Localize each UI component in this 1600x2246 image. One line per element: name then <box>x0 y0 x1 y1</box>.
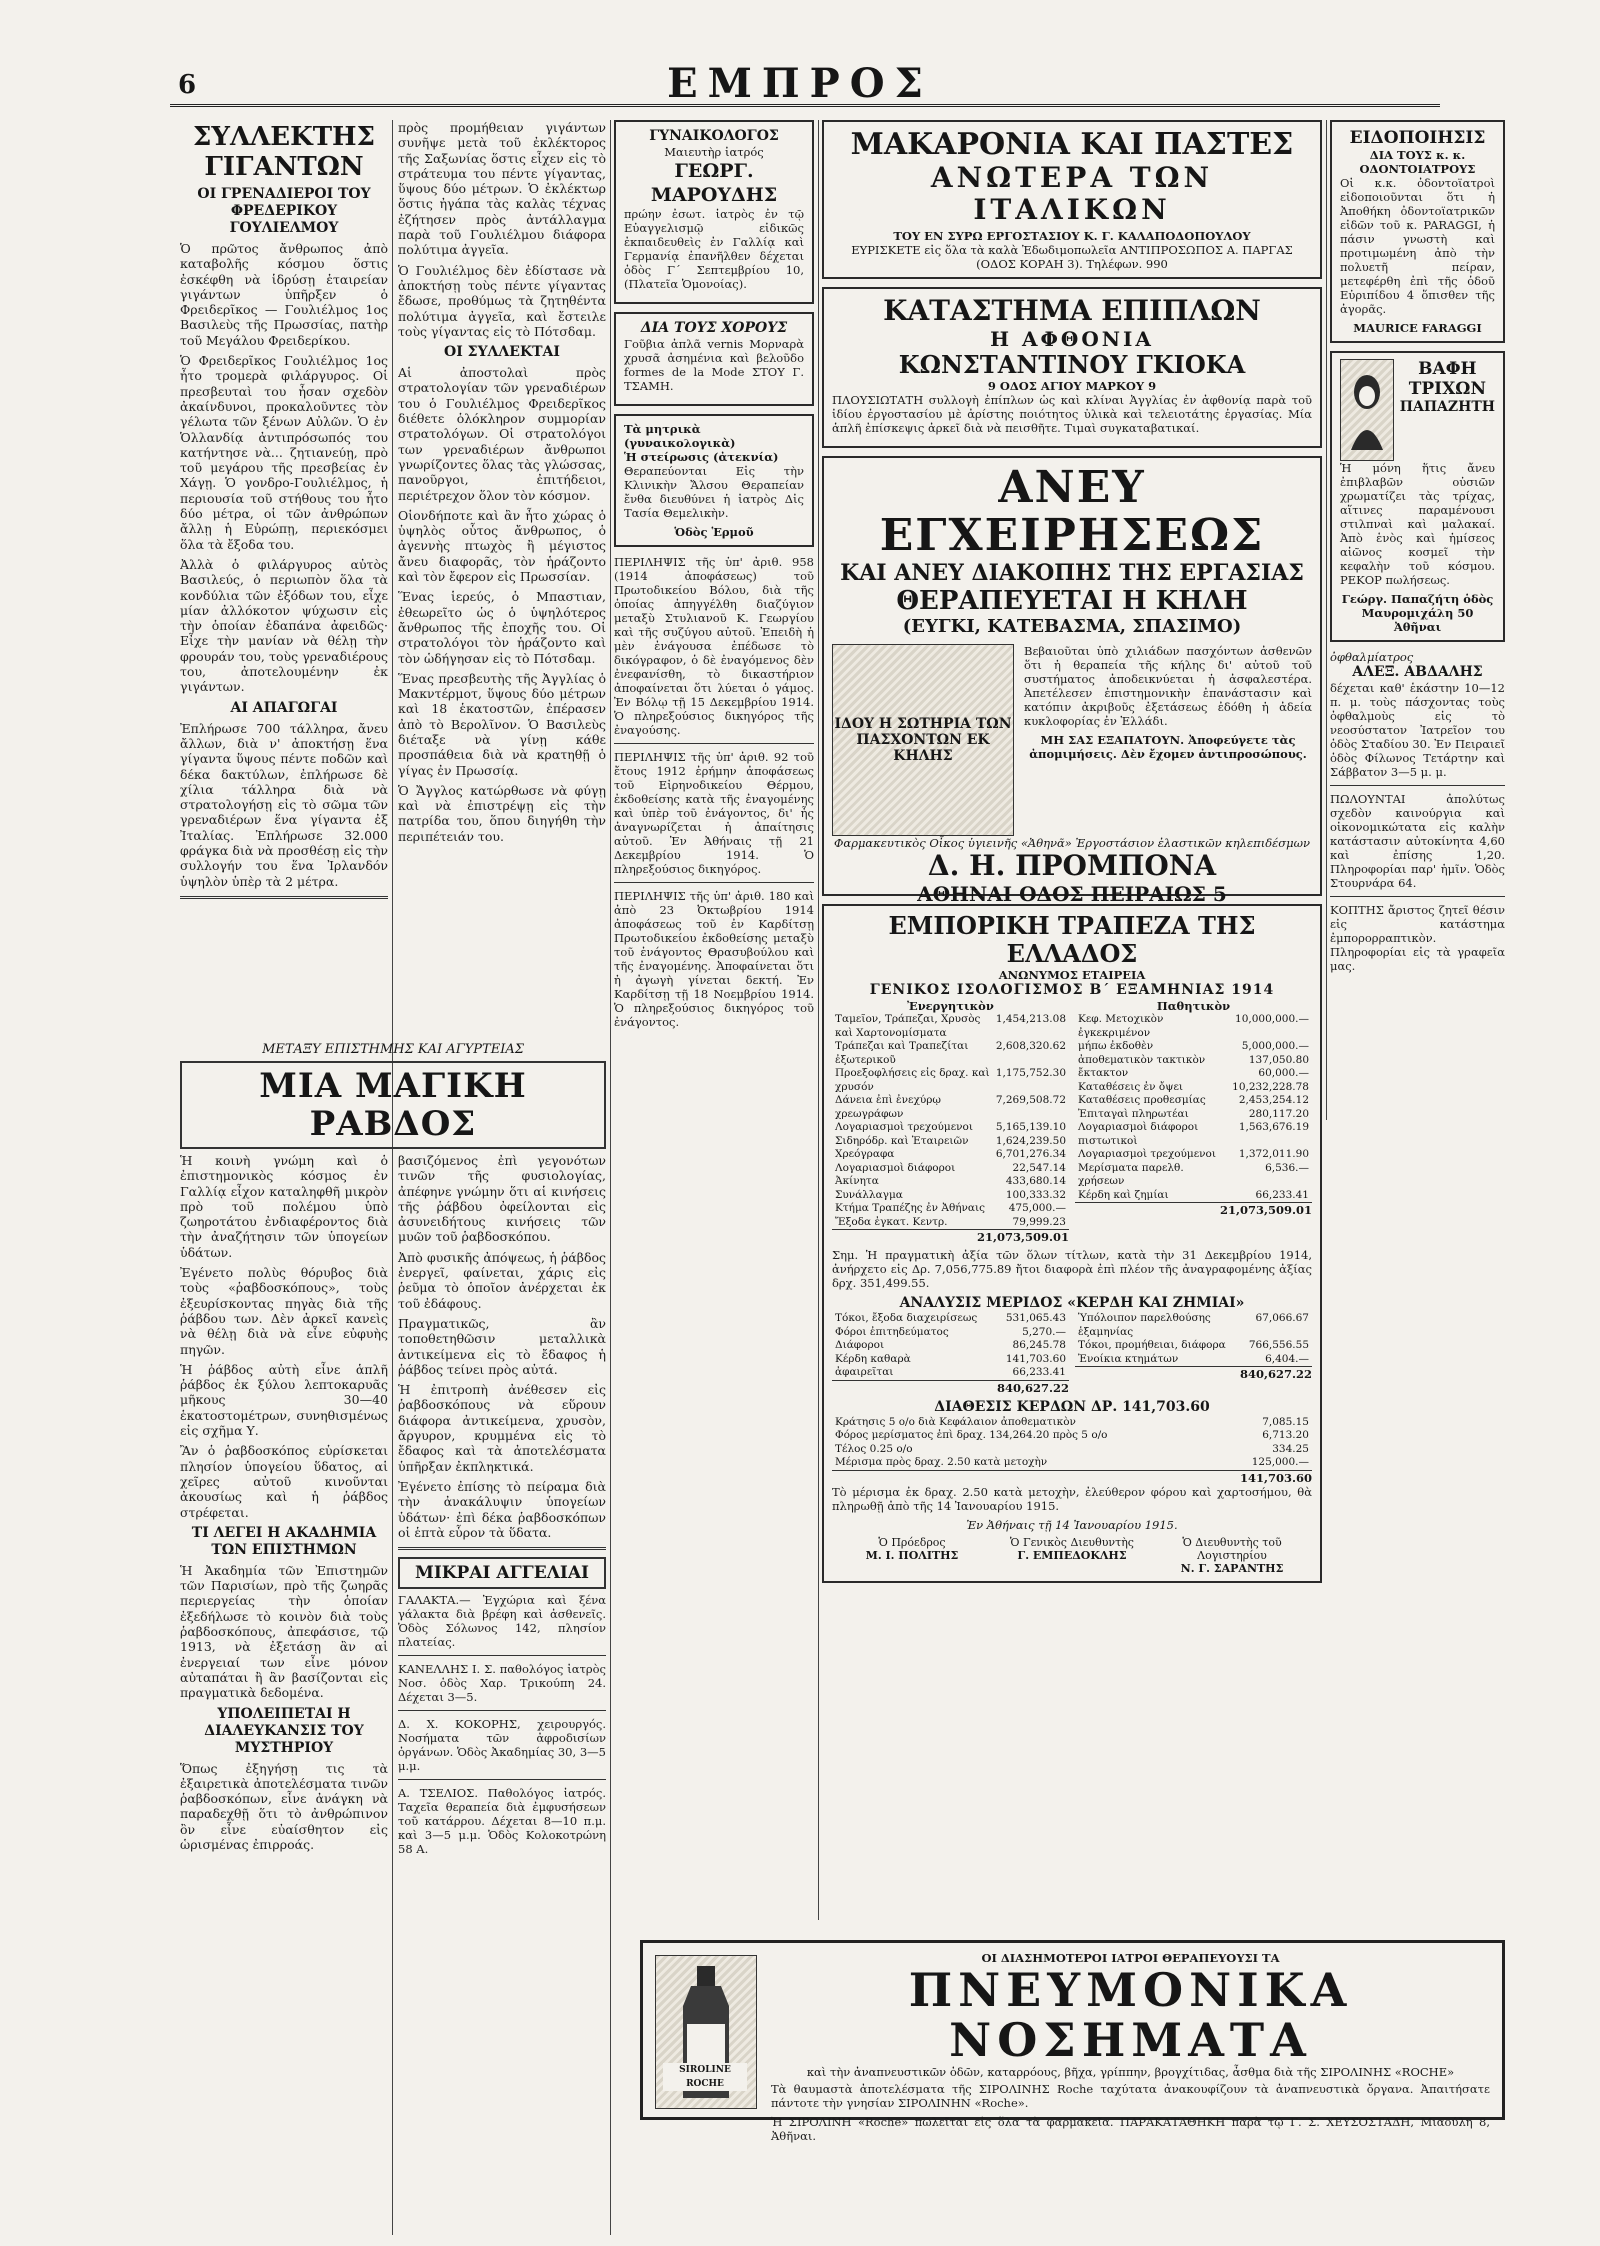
ad-warning: ΜΗ ΣΑΣ ΕΞΑΠΑΤΟΥΝ. Ἀποφεύγετε τὰς ἀπομιμήσεις. Δὲν ἔχομεν ἀντιπροσώπους. <box>1029 733 1307 761</box>
row-label: Τράπεζαι καὶ Τραπεζίται ἐξωτερικοῦ <box>835 1040 969 1066</box>
ad-text: Ἡ μόνη ἥτις ἄνευ ἐπιβλαβῶν οὐσιῶν χρωματίζει τὰς τρίχας, αἵτινες παραμένουσι στιλπναὶ καὶ μαλακαί. Ἀπὸ ἑνὸς καὶ ἡμίσεος αἰῶνος κοσμεῖ τὴν κεφαλὴν τοῦ κόσμου. ΡΕΚΟΡ πωλήσεως. <box>1340 461 1495 587</box>
pl-right-total: 840,627.22 <box>1075 1366 1312 1381</box>
ad-dentist-notice <box>1330 120 1505 343</box>
table-row <box>1075 1054 1312 1068</box>
ad-address: Γεώργ. Παπαζήτη ὁδὸς Μαυρομιχάλη 50 Ἀθῆναι <box>1341 592 1494 634</box>
table-row <box>832 1366 1069 1380</box>
liabilities-table <box>1075 999 1312 1244</box>
row-amount: 7,269,508.72 <box>995 1094 1066 1106</box>
bank-statement <box>822 904 1322 1583</box>
page-number: 6 <box>178 70 197 100</box>
pl-right-table <box>1075 1312 1312 1395</box>
article-paragraph: Ὁ Φρειδερῖκος Γουλιέλμος 1ος ἦτο τρομερὰ φιλάργυρος. Οἱ πρεσβευταὶ του ἦσαν σχεδὸν ἀκαίνδυνοι, προκαλοῦντες τὸν γέλωτα τῶν ξένων Αὐλῶν. Ὁ ἐν Ὁλλανδίᾳ ἀντιπρόσωπός του κατήντησε νὰ... ζητιανεύῃ, πρὸ τοῦ μεγάρου τῆς πρεσβείας ἐν Χάγῃ. Ὁ γονδρο-Γουλιέλμος, ἡ περιουσία τοῦ στήθους του ἦτο δύο μέτρα, οἱ τῶν ἀνθρώπων ἄλλῃ ἡ Εὐρώπῃ, περιεκόσμει ὅλα τὰ ἔξοδα του. <box>180 353 388 552</box>
distribution-total: 141,703.60 <box>832 1470 1312 1485</box>
ad-info: ΕΥΡΙΣΚΕΤΕ εἰς ὅλα τὰ καλὰ Ἐδωδιμοπωλεῖα ΑΝΤΙΠΡΟΣΩΠΟΣ Α. ΠΑΡΓΑΣ (ΟΔΟΣ ΚΟΡΑΗ 3). Τηλέφων. 990 <box>851 243 1293 271</box>
classified-ad: Δ. Χ. ΚΟΚΟΡΗΣ, χειρουργός. Νοσήματα τῶν ἀφροδισίων ὀργάνων. Ὁδὸς Ἀκαδημίας 30, 3—5 μ.μ. <box>398 1717 606 1774</box>
ad-line: Ἡ στείρωσις (ἀτεκνία) <box>624 450 779 464</box>
row-label: Φόροι ἐπιτηδεύματος <box>835 1325 949 1338</box>
ad-dance-shoes <box>614 312 814 406</box>
ad-subheader: Μαιευτὴρ ἰατρός <box>664 145 764 159</box>
table-row <box>832 1094 1069 1121</box>
ad-small-print: Φαρμακευτικὸς Οἶκος ὑγιεινῆς «Ἀθηνᾶ» Ἐργοστάσιον ἐλαστικῶν κηλεπιδέσμων <box>834 836 1310 850</box>
row-label: Ταμεῖον, Τράπεζαι, Χρυσὸς καὶ Χαρτονομίσματα <box>835 1013 981 1039</box>
table-row <box>832 1013 1069 1040</box>
ad-eye-doctor-name: ΑΛΕΞ. ΑΒΔΑΛΗΣ <box>1352 664 1483 680</box>
ad-header: ΓΥΝΑΙΚΟΛΟΓΟΣ <box>649 128 779 144</box>
row-amount: 141,703.60 <box>1005 1352 1066 1365</box>
rubric: ΜΕΤΑΞΥ ΕΠΙΣΤΗΜΗΣ ΚΑΙ ΑΓΥΡΤΕΙΑΣ <box>262 1042 524 1057</box>
article-paragraph: Ἕνας ἱερεύς, ὁ Μπαστιαν, ἐθεωρεῖτο ὡς ὁ ὑψηλότερος ἄνθρωπος τῆς ἐποχῆς του. Οἱ στρατολόγοι τὸν ἡράζοντο καὶ τὸν ὡδήγησαν εἰς τὸ Πότσδαμ. <box>398 589 606 666</box>
separator <box>1330 896 1505 897</box>
table-row <box>832 1175 1069 1189</box>
article-paragraph: Ἕνας πρεσβευτὴς τῆς Ἀγγλίας ὁ Μακντέρμοτ, ὕψους δύο μέτρων καὶ 18 ἑκατοστῶν, ἐπέρασεν ἀπὸ τὸ Βερολῖνον. Ὁ Βασιλεὺς διέταξε νὰ γίνῃ κάθε προσπάθεια διὰ νὰ κρατηθῇ ὁ γίγας ἐν Πρωσσίᾳ. <box>398 670 606 778</box>
pl-left-table <box>832 1312 1069 1395</box>
pl-right-rows <box>1075 1312 1312 1366</box>
row-label: Ὑπόλοιπον παρελθούσης ἑξαμηνίας <box>1078 1312 1211 1338</box>
classified-ad: ΚΑΝΕΛΛΗΣ Ι. Σ. παθολόγος ἰατρὸς Νοσ. ὁδὸς Χαρ. Τρικούπη 24. Δέχεται 3—5. <box>398 1662 606 1705</box>
ad-gynecologist <box>614 120 814 304</box>
masthead-rule <box>170 104 1440 107</box>
table-row <box>832 1121 1069 1135</box>
row-label: Χρεόγραφα <box>835 1148 895 1160</box>
separator <box>180 896 388 899</box>
table-row <box>832 1135 1069 1149</box>
separator <box>1330 785 1505 786</box>
row-amount: 5,270.— <box>1022 1325 1066 1338</box>
row-label: Κτήμα Τραπέζης ἐν Ἀθήναις <box>835 1202 986 1214</box>
liabilities-rows <box>1075 1013 1312 1202</box>
table-row <box>1075 1189 1312 1203</box>
article-title-giants: ΣΥΛΛΕΚΤΗΣ ΓΙΓΑΝΤΩΝ <box>193 122 375 182</box>
row-label: Λογαριασμοὶ τρεχούμενοι <box>1078 1148 1216 1160</box>
ad-top-line: ΟΙ ΔΙΑΣΗΜΟΤΕΡΟΙ ΙΑΤΡΟΙ ΘΕΡΑΠΕΥΟΥΣΙ ΤΑ <box>981 1951 1280 1965</box>
row-amount: 5,000,000.— <box>1241 1040 1309 1052</box>
distribution-title: ΔΙΑΘΕΣΙΣ ΚΕΡΔΩΝ ΔΡ. 141,703.60 <box>934 1398 1210 1415</box>
ad-pasta <box>822 120 1322 279</box>
signature-role: Ὁ Διευθυντὴς τοῦ Λογιστηρίου <box>1182 1535 1282 1562</box>
row-amount: 6,536.— <box>1265 1161 1309 1174</box>
liabilities-total: 21,073,509.01 <box>1075 1202 1312 1217</box>
ad-header: ΔΙΑ ΤΟΥΣ ΧΟΡΟΥΣ <box>640 320 788 336</box>
article-magic-rod <box>180 1040 606 2235</box>
article-paragraph: Ὁ Γουλιέλμος δὲν ἐδίστασε νὰ ἀποκτήσῃ τοὺς πέντε γίγαντας ἔδωσε, προθύμως τὰ ζητηθέντα πολύτιμα ἀγγεῖα, καὶ ἔστειλε τοὺς γίγαντας εἰς τὸ Πότσδαμ. <box>398 262 606 339</box>
woman-portrait-illustration <box>1340 359 1394 461</box>
table-row <box>832 1456 1312 1470</box>
row-amount: 1,175,752.30 <box>995 1067 1066 1079</box>
table-row <box>832 1148 1069 1162</box>
legal-notice: ΠΕΡΙΛΗΨΙΣ τῆς ὑπ' ἀριθ. 92 τοῦ ἔτους 1912 ἐρήμην ἀποφάσεως τοῦ Εἰρηνοδικείου Θέρμου, ἐκδοθείσης κατὰ τῆς ἐναγομένης καὶ ὑπὲρ τοῦ ἐνάγοντος, δι' ἧς ἀναγνωρίζεται ἡ ἀπαίτησις αὐτοῦ. Ἐν Ἀθήναις τῇ 21 Δεκεμβρίου 1914. Ὁ πληρεξούσιος δικηγόρος. <box>614 750 814 876</box>
table-row <box>1075 1081 1312 1095</box>
signatures <box>832 1536 1312 1575</box>
liabilities-title: Παθητικὸν <box>1156 999 1231 1013</box>
classified-ad: ΓΑΛΑΚΤΑ.— Ἐγχώρια καὶ ξένα γάλακτα διὰ βρέφη καὶ ἀσθενεῖς. Ὁδὸς Σόλωνος 142, πλησίον πλατείας. <box>398 1593 606 1650</box>
row-label: Σιδηρόδρ. καὶ Ἑταιρειῶν <box>835 1134 969 1147</box>
column-rule <box>1326 120 1327 1120</box>
table-row <box>832 1202 1069 1216</box>
row-amount: 100,333.32 <box>1005 1188 1066 1201</box>
ad-subtitle: ΔΙΑ ΤΟΥΣ κ. κ. ΟΔΟΝΤΟΙΑΤΡΟΥΣ <box>1359 148 1476 176</box>
row-label: Κέρδη καθαρὰ <box>835 1352 911 1365</box>
row-amount: 10,000,000.— <box>1235 1013 1309 1025</box>
distribution-note: Τὸ μέρισμα ἐκ δραχ. 2.50 κατὰ μετοχὴν, ἐλεύθερον φόρου καὶ χαρτοσήμου, θὰ πληρωθῇ ἀπὸ τῆς 14 Ἰανουαρίου 1915. <box>832 1484 1312 1513</box>
row-label: Κεφ. Μετοχικὸν ἐγκεκριμένον <box>1078 1013 1164 1039</box>
row-amount: 79,999.23 <box>1012 1215 1066 1228</box>
table-row <box>832 1443 1312 1457</box>
ad-cars: ΠΩΛΟΥΝΤΑΙ ἀπολύτως σχεδὸν καινούργια καὶ οἰκονομικώτατα εἰς καλὴν κατάστασιν αὐτοκίνητα 4,60 καὶ ἐπίσης 1,20. Πληροφορίαι παρ' ἡμῖν. Ὁδὸς Στουρνάρα 64. <box>1330 792 1505 890</box>
row-label: Ἀκίνητα <box>835 1175 879 1187</box>
ad-furniture <box>822 287 1322 448</box>
article-subtitle-giants: ΟΙ ΓΡΕΝΑΔΙΕΡΟΙ ΤΟΥ ΦΡΕΔΕΡΙΚΟΥ ΓΟΥΛΙΕΛΜΟΥ <box>197 186 371 236</box>
ad-signature: MAURICE FARAGGI <box>1353 321 1482 335</box>
row-amount: 86,245.78 <box>1012 1339 1066 1351</box>
article-paragraph: Ἐγένετο πολὺς θόρυβος διὰ τοὺς «ῥαβδοσκόπους», τοὺς ἐξευρίσκοντας πηγὰς διὰ τῆς ῥάβδου των. Δὲν ἀρκεῖ κανεὶς νὰ θέλῃ διὰ νὰ εἶνε εὐφυὴς πηγῶν. <box>180 1265 388 1357</box>
row-amount: 1,624,239.50 <box>995 1134 1066 1147</box>
row-amount: 60,000.— <box>1258 1067 1309 1079</box>
ad-tailor: ΚΟΠΤΗΣ ἄριστος ζητεῖ θέσιν εἰς κατάστημα ἐμπορορραπτικὸν. Πληροφορίαι εἰς τὰ γραφεῖα μας. <box>1330 903 1505 973</box>
classified-ad: Α. ΤΣΕΛΙΟΣ. Παθολόγος ἰατρός. Ταχεῖα θεραπεία διὰ ἐμφυσήσεων τοῦ κατάρρου. Δέχεται 8—10 π.μ. καὶ 3—5 μ.μ. Ὁδὸς Κολοκοτρώνη 58 Α. <box>398 1786 606 1857</box>
table-row <box>832 1162 1069 1176</box>
magic-col-right <box>398 1153 606 1861</box>
row-amount: 1,563,676.19 <box>1238 1121 1309 1133</box>
row-amount: 433,680.14 <box>1005 1175 1066 1187</box>
ad-title: ΠΝΕΥΜΟΝΙΚΑ ΝΟΣΗΜΑΤΑ <box>908 1963 1353 2067</box>
column-rule <box>610 120 611 2235</box>
row-label: Κράτησις 5 ο/ο διὰ Κεφάλαιον ἀποθεματικὸν <box>835 1415 1076 1428</box>
ad-title: ΚΑΤΑΣΤΗΜΑ ΕΠΙΠΛΩΝ <box>883 294 1261 327</box>
separator <box>398 1779 606 1780</box>
article-paragraph: Ὁ πρῶτος ἄνθρωπος ἀπὸ καταβολῆς κόσμου ὅστις ἐσκέφθη νὰ ἱδρύσῃ ἑταιρείαν γιγάντων ὑπῆρξεν ὁ Φρειδερῖκος — Γουλιέλμος 1ος Βασιλεὺς τῆς Πρωσσίας, πατὴρ τοῦ Μεγάλου Φρειδερίκου. <box>180 241 388 348</box>
ad-line: Τὰ μητρικὰ (γυναικολογικὰ) <box>624 422 736 450</box>
table-row <box>1075 1108 1312 1122</box>
bank-title: ΕΜΠΟΡΙΚΗ ΤΡΑΠΕΖΑ ΤΗΣ ΕΛΛΑΔΟΣ <box>888 911 1256 968</box>
table-row <box>832 1040 1069 1067</box>
ad-types: (ΕΥΓΚΙ, ΚΑΤΕΒΑΣΜΑ, ΣΠΑΣΙΜΟ) <box>902 616 1242 637</box>
ad-hernia <box>822 456 1322 906</box>
row-amount: 2,608,320.62 <box>995 1040 1066 1052</box>
ad-address: Ὁδὸς Ἑρμοῦ <box>674 525 754 539</box>
table-row <box>832 1216 1069 1230</box>
row-amount: 125,000.— <box>1251 1456 1309 1468</box>
ad-clinic <box>614 414 814 547</box>
section-title-academy: ΤΙ ΛΕΓΕΙ Η ΑΚΑΔΗΜΙΑ ΤΩΝ ΕΠΙΣΤΗΜΩΝ <box>191 1524 377 1558</box>
article-paragraph: Ἀλλὰ ὁ φιλάργυρος αὐτὸς Βασιλεύς, ὁ περιωπὸν ὅλα τὰ κονδύλια τῶν ἐξόδων του, εἶχε μίαν ἀλλόκοτον ψύχωσιν εἰς τὴν ὁποίαν ἐδαπάνα ἀφειδῶς· Εἶχε τὴν μανίαν νὰ θέλῃ τὴν φρουράν του, τοὺς γρεναδιέρους του, ἀποτελουμένην ἐκ γιγάντων. <box>180 556 388 695</box>
row-amount: 7,085.15 <box>1262 1415 1309 1428</box>
table-row <box>1075 1148 1312 1162</box>
separator <box>614 882 814 883</box>
row-label: Καταθέσεις προθεσμίας <box>1078 1094 1206 1106</box>
row-label: ἀποθεματικὸν τακτικὸν <box>1078 1053 1206 1066</box>
table-row <box>832 1339 1069 1353</box>
ad-text: Γοῦβια ἀπλᾶ vernis Μορναρὰ χρυσᾶ ἀσημένια καὶ βελοῦδο formes de la Mode ΣΤΟΥ Γ. ΤΣΑΜΗ. <box>624 337 804 393</box>
article-title-magic-rod: ΜΙΑ ΜΑΓΙΚΗ ΡΑΒΔΟΣ <box>180 1061 606 1149</box>
row-label: Φόρος μερίσματος ἐπὶ δραχ. 134,264.20 πρὸς 5 ο/ο <box>835 1429 1108 1441</box>
pl-title: ΑΝΑΛΥΣΙΣ ΜΕΡΙΔΟΣ «ΚΕΡΔΗ ΚΑΙ ΖΗΜΙΑΙ» <box>899 1295 1245 1311</box>
article-paragraph: Ἡ ἐπιτροπὴ ἀνέθεσεν εἰς ῥαβδοσκόπους νὰ εὕρουν διάφορα ἀντικείμενα, χρυσὸν, ἄργυρον, κρυμμένα εἰς τὸ ἔδαφος καὶ τὰ ἀποτελέσματα ὑπῆρξαν ἐκπληκτικά. <box>398 1382 606 1474</box>
legal-notice: ΠΕΡΙΛΗΨΙΣ τῆς ὑπ' ἀριθ. 180 καὶ ἀπὸ 23 Ὀκτωβρίου 1914 ἀποφάσεως τοῦ ἐν Καρδίτσῃ Πρωτοδικείου ἐκδοθείσης μεταξὺ τοῦ ἐνάγοντος Θρασυβούλου καὶ τῆς ἐναγομένης. Ἀποφαίνεται ὅτι ἡ ἀγωγὴ γίνεται δεκτή. Ἐν Καρδίτσῃ τῇ 18 Νοεμβρίου 1914. Ὁ πληρεξούσιος δικηγόρος τοῦ ἐνάγοντος. <box>614 889 814 1029</box>
classifieds-title: ΜΙΚΡΑΙ ΑΓΓΕΛΙΑΙ <box>398 1557 606 1589</box>
ad-text: Τὰ θαυμαστὰ ἀποτελέσματα τῆς ΣΙΡΟΛΙΝΗΣ Roche ταχύτατα ἀνακουφίζουν τὰ ἀναπνευστικὰ ὄργανα. Ἀπαιτήσατε πάντοτε τὴν γνησίαν ΣΙΡΟΛΙΝΗΝ «Roche». <box>771 2082 1490 2110</box>
assets-table <box>832 999 1069 1244</box>
assets-rows <box>832 1013 1069 1229</box>
ad-hair-dye <box>1330 351 1505 642</box>
row-amount: 6,713.20 <box>1262 1429 1309 1441</box>
row-amount: 67,066.67 <box>1255 1312 1309 1324</box>
table-row <box>1075 1013 1312 1040</box>
article-paragraph: Ἡ Ἀκαδημία τῶν Ἐπιστημῶν τῶν Παρισίων, πρὸ τῆς ζωηρᾶς περιεργείας τὴν ὁποίαν ἐξεδήλωσε τὸ κοινὸν διὰ τοὺς ῥαβδοσκόπους, ἀπεφάσισε, τῷ 1913, νὰ ἐξετάσῃ ἂν αἱ ἐνεργειαί των εἶνε μόνον αὐταπάται ἢ ἂν βασίζονται εἰς πραγματικὰ δεδομένα. <box>180 1562 388 1701</box>
article-paragraph: Οἱονδήποτε καὶ ἂν ἦτο χώρας ὁ ὑψηλὸς οὗτος ἄνθρωπος, ὁ ἀγεννὴς πτωχὸς ἢ μέγιστος ἄνευ διαφορᾶς, τὸν ἡράζοντο καὶ τὸν ἔφερον εἰς Πρωσσίαν. <box>398 507 606 585</box>
row-amount: 22,547.14 <box>1012 1161 1066 1174</box>
table-row <box>1075 1312 1312 1339</box>
signature-name: Γ. ΕΜΠΕΔΟΚΛΗΣ <box>1017 1548 1127 1562</box>
row-label: Λογαριασμοὶ τρεχούμενοι <box>835 1121 973 1133</box>
ad-line: καὶ τὴν ἀναπνευστικῶν ὁδῶν, καταρρόους, βῆχα, γρίππην, βρογχίτιδας, ἆσθμα διὰ τῆς ΣΙΡΟΛΙΝΗΣ «ROCHE» <box>806 2065 1455 2079</box>
ad-title: ΒΑΦΗ ΤΡΙΧΩΝ <box>1408 359 1486 399</box>
section-title-mystery: ΥΠΟΛΕΙΠΕΤΑΙ Η ΔΙΑΛΕΥΚΑΝΣΙΣ ΤΟΥ ΜΥΣΤΗΡΙΟΥ <box>204 1705 364 1756</box>
magic-col-left <box>180 1153 388 1861</box>
row-amount: 531,065.43 <box>1005 1312 1066 1324</box>
ad-seller: Δ. Η. ΠΡΟΜΠΟΝΑ <box>927 849 1217 882</box>
row-label: Λογαριασμοὶ διάφοροι <box>835 1161 956 1174</box>
row-label: Μέρισμα πρὸς δραχ. 2.50 κατὰ μετοχὴν <box>835 1456 1048 1468</box>
article-paragraph: Ἂν ὁ ῥαβδοσκόπος εὑρίσκεται πλησίον ὑπογείου ὕδατος, αἱ χεῖρες αὐτοῦ κινοῦνται ἀκουσίως καὶ ἡ ῥάβδος στρέφεται. <box>180 1443 388 1520</box>
row-label: Μερίσματα παρελθ. χρήσεων <box>1078 1161 1184 1187</box>
ad-text: Ἡ ΣΙΡΟΛΙΝΗ «Roche» πωλεῖται εἰς ὅλα τὰ φαρμακεῖα. ΠΑΡΑΚΑΤΑΘΗΚΗ παρὰ τῷ Γ. Σ. ΧΕΥΣΟΣΤΑΔΗ, Μιαούλη 8, Ἀθῆναι. <box>771 2115 1490 2143</box>
article-paragraph: Ὅπως ἐξηγήσῃ τις τὰ ἐξαιρετικὰ ἀποτελέσματα τινῶν ῥαβδοσκόπων, εἶνε ἀνάγκη νὰ παραδεχθῇ ὅτι τὸ ἀνθρώπινον ὂν εἶνε εὐαίσθητον εἰς ὡρισμένας ἐπιρροάς. <box>180 1760 388 1852</box>
balance-title: ΓΕΝΙΚΟΣ ΙΣΟΛΟΓΙΣΜΟΣ Β΄ ΕΞΑΜΗΝΙΑΣ 1914 <box>869 982 1275 998</box>
article-paragraph: πρὸς προμήθειαν γιγάντων συνῆψε μετὰ τοῦ ἐκλέκτορος τῆς Σαξωνίας ὅστις εἶχεν εἰς τὸ στράτευμα του πέντε γίγαντας, ὕψους δύο μέτρων. Ὁ ἐκλέκτωρ ὅστις ἠγάπα τὰς καλὰς τέχνας ἐζήτησεν πρὸς ἀντάλλαγμα παρὰ τοῦ Γουλιέλμου διάφορα πολύτιμα ἀγγεῖα. <box>398 120 606 258</box>
table-row <box>832 1429 1312 1443</box>
row-amount: 66,233.41 <box>1012 1366 1066 1378</box>
hernia-truss-illustration: ΙΔΟΥ Η ΣΩΤΗΡΙΑ ΤΩΝ ΠΑΣΧΟΝΤΩΝ ΕΚ ΚΗΛΗΣ <box>832 644 1014 836</box>
row-label: Ἔξοδα ἐγκατ. Κεντρ. <box>835 1215 948 1228</box>
row-label: μήπω ἐκδοθὲν <box>1078 1040 1154 1052</box>
table-row <box>832 1416 1312 1430</box>
row-label: Λογαριασμοὶ διάφοροι πιστωτικοὶ <box>1078 1121 1199 1147</box>
signature-role: Ὁ Γενικὸς Διευθυντὴς <box>1010 1535 1134 1549</box>
table-row <box>1075 1162 1312 1189</box>
column-3 <box>614 120 814 1925</box>
ad-text: Θεραπεύονται Εἰς τὴν Κλινικὴν Ἄλσου Θεραπείαν ἔνθα διευθύνει ἡ ἰατρὸς Δἰς Τασία Θεμελικὴν. <box>624 464 804 520</box>
ad-title: ΕΙΔΟΠΟΙΗΣΙΣ <box>1349 128 1486 148</box>
row-label: Κέρδη καὶ ζημίαι <box>1078 1188 1169 1201</box>
ad-doctor-name: ΓΕΩΡΓ. ΜΑΡΟΥΔΗΣ <box>650 160 778 206</box>
signature-role: Ὁ Πρόεδρος <box>878 1535 946 1549</box>
table-row <box>832 1353 1069 1367</box>
table-row <box>1075 1094 1312 1108</box>
assets-title: Ἐνεργητικὸν <box>907 999 994 1013</box>
portrait-icon <box>1347 370 1387 450</box>
table-row <box>1075 1339 1312 1353</box>
ad-text-block <box>771 1951 1490 2148</box>
row-amount: 6,701,276.34 <box>995 1148 1066 1160</box>
row-label: Τόκοι, ἔξοδα διαχειρίσεως <box>835 1312 978 1324</box>
article-paragraph: Ἐγένετο ἐπίσης τὸ πείραμα διὰ τὴν ἀνακάλυψιν ὑπογείων ὑδάτων· ἐπὶ δέκα ῥαβδοσκόπων οἱ ἑπτὰ εὗρον τὰ ὕδατα. <box>398 1478 606 1540</box>
row-amount: 2,453,254.12 <box>1238 1094 1309 1106</box>
separator <box>398 1655 606 1656</box>
row-label: Δάνεια ἐπὶ ἐνεχύρῳ χρεωγράφων <box>835 1094 941 1120</box>
row-label: Καταθέσεις ἐν ὄψει <box>1078 1080 1184 1093</box>
row-amount: 766,556.55 <box>1248 1339 1309 1351</box>
legal-notice: ΠΕΡΙΛΗΨΙΣ τῆς ὑπ' ἀριθ. 958 (1914 ἀποφάσεως) τοῦ Πρωτοδικείου Βόλου, διὰ τῆς ὁποίας ἀπηγγέλθη διαζύγιον μεταξὺ Στυλιανοῦ Κ. Γεωργίου καὶ τῆς συζύγου αὐτοῦ. Ἐπειδὴ ἡ μὲν ἐνάγουσα ἐπέδωσε τὸ δικόγραφον, ὁ δὲ ἐναγόμενος δὲν ἐνεφανίσθη, τὸ δικαστήριον ἀποφαίνεται ὅτι λύεται ὁ γάμος. Ἐν Βόλῳ τῇ 15 Δεκεμβρίου 1914. Ὁ πληρεξούσιος δικηγόρος τῆς ἐναγούσης. <box>614 555 814 737</box>
section-title-collectors: ΟΙ ΣΥΛΛΕΚΤΑΙ <box>444 344 560 361</box>
row-label: Τόκοι, προμήθειαι, διάφορα <box>1078 1339 1226 1351</box>
ad-title: ΜΑΚΑΡΟΝΙΑ ΚΑΙ ΠΑΣΤΕΣ <box>850 127 1294 162</box>
table-row <box>832 1312 1069 1326</box>
ad-title: ΑΝΕΥ ΕΓΧΕΙΡΗΣΕΩΣ <box>879 462 1265 561</box>
article-paragraph: Πραγματικῶς, ἂν τοποθετηθῶσιν μεταλλικὰ ἀντικείμενα εἰς τὸ ἔδαφος ἡ ῥάβδος τείνει πρὸς αὐτά. <box>398 1315 606 1377</box>
row-amount: 6,404.— <box>1265 1352 1309 1365</box>
column-4 <box>822 120 1322 1920</box>
row-amount: 280,117.20 <box>1248 1107 1309 1120</box>
row-label: Προεξοφλήσεις εἰς δραχ. καὶ χρυσόν <box>835 1067 990 1093</box>
row-amount: 1,454,213.08 <box>995 1013 1066 1025</box>
row-amount: 137,050.80 <box>1248 1053 1309 1066</box>
separator <box>398 1547 606 1550</box>
row-label: Τέλος 0.25 ο/ο <box>835 1442 913 1455</box>
row-amount: 334.25 <box>1272 1442 1309 1455</box>
ad-owner: ΚΩΝΣΤΑΝΤΙΝΟΥ ΓΚΙΟΚΑ <box>898 350 1246 379</box>
signature-name: Μ. Ι. ΠΟΛΙΤΗΣ <box>865 1548 959 1562</box>
row-amount: 475,000.— <box>1008 1202 1066 1214</box>
separator <box>398 1710 606 1711</box>
bottle-label: SIROLINE ROCHE <box>663 2063 747 2091</box>
pl-left-rows <box>832 1312 1069 1380</box>
column-2 <box>398 120 606 1130</box>
article-paragraph: Ἡ κοινὴ γνώμη καὶ ὁ ἐπιστημονικὸς κόσμος ἐν Γαλλίᾳ εἶχον καταληφθῆ μικρὸν πρὸ τοῦ πολέμου ὑπὸ ζωηροτάτου ἐνδιαφέροντος διὰ τὴν ἀναζήτησιν τῶν ὑπογείων ὑδάτων. <box>180 1153 388 1260</box>
table-row <box>832 1189 1069 1203</box>
ad-brand: ΠΑΠΑΖΗΤΗ <box>1399 399 1495 415</box>
ad-text: ΠΛΟΥΣΙΩΤΑΤΗ συλλογὴ ἐπίπλων ὡς καὶ κλίναι Ἀγγλίας ἐν ἀφθονίᾳ παρὰ τοῦ ἰδίου ἐργοστασίου μὲ ἀρίστης ποιότητος ὑλικὰ καὶ τελειοτάτης ἐργασίας. Μία ἁπλῆ ἐπίσκεψις ἀρκεῖ διὰ νὰ πεισθῆτε. Τιμαὶ συγκαταβατικαί. <box>832 393 1312 435</box>
ad-subtitle: ΚΑΙ ΑΝΕΥ ΔΙΑΚΟΠΗΣ ΤΗΣ ΕΡΓΑΣΙΑΣ <box>840 560 1304 586</box>
newspaper-title: ΕΜΠΡΟΣ <box>667 60 933 107</box>
table-row <box>1075 1121 1312 1148</box>
ad-subtitle: ΑΝΩΤΕΡΑ ΤΩΝ ΙΤΑΛΙΚΩΝ <box>930 161 1214 226</box>
ad-pulmonary-siroline <box>640 1940 1505 2143</box>
row-label: Ἐπιταγαὶ πληρωτέαι <box>1078 1107 1189 1120</box>
article-paragraph: Ὁ Ἄγγλος κατώρθωσε νὰ φύγῃ καὶ νὰ ἐπιστρέψῃ εἰς τὴν πατρίδα του, ὅπου διηγήθη τὴν περιπέτειάν του. <box>398 782 606 844</box>
table-row <box>1075 1067 1312 1081</box>
ad-text: δέχεται καθ' ἑκάστην 10—12 π. μ. τοὺς πάσχοντας τοὺς ὀφθαλμοὺς εἰς τὸ νεοσύστατον Ἰατρεῖον του ὁδὸς Σταδίου 30. Ἐν Πειραιεῖ ὁδὸς Φίλωνος Τετάρτην καὶ Σάββατον 3—5 μ. μ. <box>1330 681 1505 779</box>
pl-left-total: 840,627.22 <box>832 1380 1069 1395</box>
assets-total: 21,073,509.01 <box>832 1229 1069 1244</box>
row-label: ἔκτακτον <box>1078 1067 1129 1079</box>
sign-place: Ἐν Ἀθήναις τῇ 14 Ἰανουαρίου 1915. <box>966 1517 1178 1532</box>
separator <box>614 743 814 744</box>
column-5 <box>1330 120 1505 1120</box>
row-amount: 5,165,139.10 <box>995 1121 1066 1133</box>
column-rule <box>818 120 819 1920</box>
ad-text: Οἱ κ.κ. ὀδοντοϊατροὶ εἰδοποιοῦνται ὅτι ἡ Ἀποθήκη ὀδοντοϊατρικῶν εἰδῶν τοῦ κ. PARAGGI, ἡ πάσιν γνωστὴ καὶ προτιμωμένη ἀπὸ τὴν πολυετῆ πείραν, μετεφέρθη ἐπὶ τῆς ὁδοῦ Εὐριπίδου 4 ὅπισθεν τῆς ἀγορᾶς. <box>1340 176 1495 316</box>
article-paragraph: Ἡ ῥάβδος αὐτὴ εἶνε ἁπλῆ ῥάβδος ἐκ ξύλου λεπτοκαρυᾶς μῆκους 30—40 ἑκατοστομέτρων, συνηθισμένως εἰς σχῆμα Υ. <box>180 1361 388 1439</box>
ad-subtitle: Η ΑΦΘΟΝΙΑ <box>990 327 1154 351</box>
ad-eye-heading: ὀφθαλμίατρος <box>1330 650 1414 664</box>
article-paragraph: Ἐπλήρωσε 700 τάλληρα, ἄνευ ἄλλων, διὰ ν' ἀποκτήσῃ ἕνα γίγαντα ὕψους πέντε ποδῶν καὶ δέκα δακτύλων, ἐπλήρωσε δὲ χίλια τάλληρα διὰ νὰ στρατολογήσῃ εἰς τὸ σῶμα τῶν γρεναδιέρων ἕνα γίγαντα ἐξ Ἰταλίας. Ἐπλήρωσε 32.000 φράγκα διὰ νὰ προσθέσῃ εἰς τὴν συλλογήν του ἕνα Ἰρλανδόν ὑψηλὸν ὑπὲρ τὰ 2 μέτρα. <box>180 720 388 889</box>
section-title-abductions: ΑΙ ΑΠΑΓΩΓΑΙ <box>230 699 338 716</box>
distribution-rows <box>832 1416 1312 1470</box>
ad-line: ΘΕΡΑΠΕΥΕΤΑΙ Η ΚΗΛΗ <box>896 586 1248 616</box>
article-paragraph: βασιζόμενος ἐπὶ γεγονότων τινῶν τῆς φυσιολογίας, ἀπέφηνε γνώμην ὅτι αἱ κινήσεις τῆς ῥάβδου ὀφείλονται εἰς ἀσυνειδήτους κινήσεις τῶν μυῶν τοῦ ῥαβδοσκόπου. <box>398 1153 606 1245</box>
bank-subtitle: ΑΝΩΝΥΜΟΣ ΕΤΑΙΡΕΙΑ <box>998 968 1146 982</box>
masthead <box>0 0 1600 107</box>
ad-text: πρώην ἐσωτ. ἰατρὸς ἐν τῷ Εὐαγγελισμῷ εἰδικῶς ἐκπαιδευθεὶς ἐν Γαλλίᾳ καὶ Γερμανίᾳ ἐπανῆλθεν δέχεται ὁδὸς Γ΄ Σεπτεμβρίου 10, (Πλατεῖα Ὁμονοίας). <box>624 207 804 291</box>
row-amount: 1,372,011.90 <box>1238 1148 1309 1160</box>
row-label: Ἐνοίκια κτημάτων <box>1078 1352 1179 1365</box>
table-row <box>832 1067 1069 1094</box>
table-row <box>832 1326 1069 1340</box>
row-label: Διάφοροι <box>835 1339 885 1351</box>
row-amount: 66,233.41 <box>1255 1188 1309 1201</box>
article-paragraph: Αἱ ἀποστολαὶ πρὸς στρατολογίαν τῶν γρεναδιέρων του ὁ Γουλιέλμος Φρειδερῖκος διέθετε ὁλόκληρον συμμορίαν στρατολόγων. Οἱ στρατολόγοι των γρεναδιέρων ἄνθρωποι γνωρίζοντες ὅλας τὰς γλώσσας, πανοῦργοι, ἐπιτήδειοι, περιέτρεχον ὅλον τὸν κόσμον. <box>398 365 606 503</box>
ad-maker: ΤΟΥ ΕΝ ΣΥΡΩ ΕΡΓΟΣΤΑΣΙΟΥ Κ. Γ. ΚΑΛΑΠΟΔΟΠΟΥΛΟΥ <box>893 229 1251 243</box>
article-paragraph: Ἀπὸ φυσικῆς ἀπόψεως, ἡ ῥάβδος ἐνεργεῖ, φαίνεται, χάρις εἰς ῥεῦμα τὸ ὁποῖον ἀνέρχεται ἐκ τοῦ ἐδάφους. <box>398 1249 606 1311</box>
ad-text: Βεβαιοῦται ὑπὸ χιλιάδων πασχόντων ἀσθενῶν ὅτι ἡ θεραπεία τῆς κήλης δι' αὐτοῦ τοῦ συστήματος ἀποδεικνύεται ἡ ἀσφαλεστέρα. Ἀπετέλεσεν ἐπιστημονικὴν ἐπανάστασιν καὶ κατόπιν ἀκριβοῦς ἐξετάσεως ἐδόθη ἡ ἀδεία κυκλοφορίας ἐν Ἑλλάδι. <box>1024 644 1312 728</box>
row-amount: 10,232,228.78 <box>1232 1080 1309 1093</box>
ad-address: ΑΘΗΝΑΙ ΟΔΟΣ ΠΕΙΡΑΙΩΣ 5 <box>917 882 1227 906</box>
row-label: ἀφαιρεῖται <box>835 1366 894 1378</box>
ad-address: 9 ΟΔΟΣ ΑΓΙΟΥ ΜΑΡΚΟΥ 9 <box>987 379 1157 393</box>
table-row <box>1075 1353 1312 1367</box>
row-label: Συνάλλαγμα <box>835 1188 903 1201</box>
balance-memo: Σημ. Ἡ πραγματικὴ ἀξία τῶν ὅλων τίτλων, κατὰ τὴν 31 Δεκεμβρίου 1914, ἀνήρχετο εἰς Δρ. 7,056,775.89 ἤτοι διαφορὰ ἐπὶ πλέον τῆς ἀναγραφομένης ἀξίας δρχ. 351,499.55. <box>832 1248 1312 1290</box>
table-row <box>1075 1040 1312 1054</box>
signature-name: Ν. Γ. ΣΑΡΑΝΤΗΣ <box>1180 1561 1284 1575</box>
